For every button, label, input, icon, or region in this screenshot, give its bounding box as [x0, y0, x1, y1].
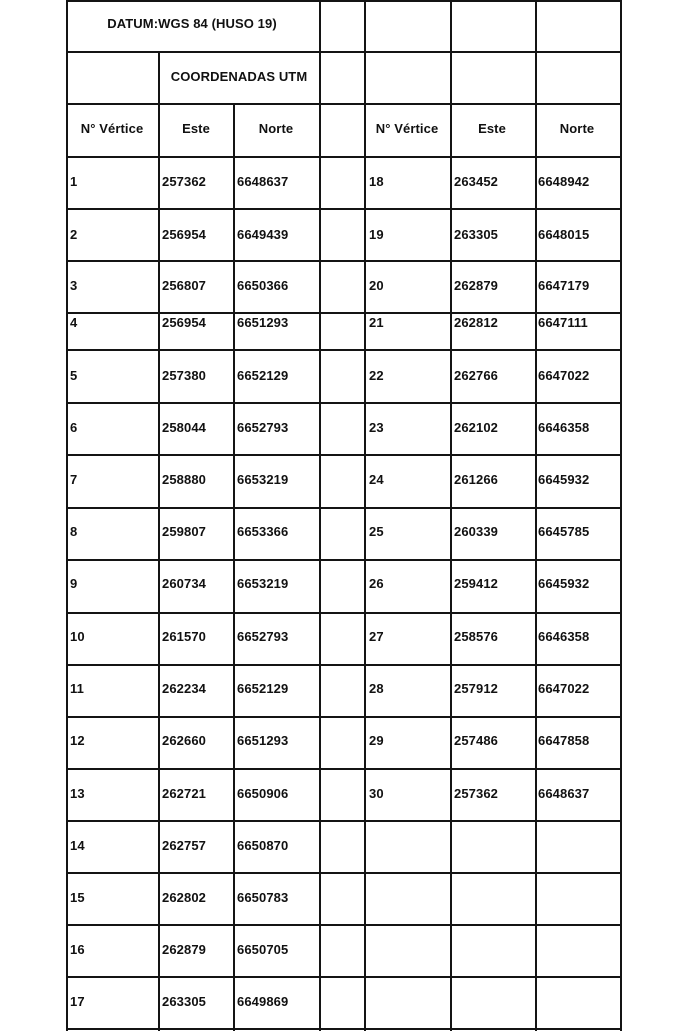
- table-cell-este: 258576: [454, 629, 498, 644]
- table-cell-este: 257362: [162, 174, 206, 189]
- column-header-left-vertice: N° Vértice: [80, 121, 144, 136]
- grid-line-horizontal: [66, 1028, 622, 1030]
- table-cell-este: 257486: [454, 733, 498, 748]
- table-cell-norte: 6653366: [237, 524, 289, 539]
- table-cell-este: 262721: [162, 786, 206, 801]
- table-cell-vertice: 9: [70, 576, 78, 591]
- grid-line-vertical: [233, 104, 235, 1031]
- table-cell-vertice: 4: [70, 315, 78, 330]
- grid-line-horizontal: [66, 612, 622, 614]
- table-cell-este: 261266: [454, 472, 498, 487]
- grid-line-vertical: [158, 52, 160, 1031]
- table-cell-vertice: 13: [70, 786, 85, 801]
- grid-line-horizontal: [66, 51, 622, 53]
- table-cell-este: 263305: [162, 994, 206, 1009]
- column-header-right-este: Este: [478, 121, 506, 136]
- table-cell-norte: 6649439: [237, 227, 289, 242]
- table-cell-este: 257912: [454, 681, 498, 696]
- table-cell-este: 259807: [162, 524, 206, 539]
- table-cell-norte: 6647858: [538, 733, 590, 748]
- grid-line-horizontal: [66, 664, 622, 666]
- table-cell-este: 263305: [454, 227, 498, 242]
- table-cell-vertice: 7: [70, 472, 78, 487]
- table-cell-norte: 6652793: [237, 420, 289, 435]
- table-cell-este: 259412: [454, 576, 498, 591]
- table-cell-vertice: 25: [369, 524, 384, 539]
- table-cell-norte: 6653219: [237, 576, 289, 591]
- table-cell-norte: 6648942: [538, 174, 590, 189]
- table-cell-vertice: 16: [70, 942, 85, 957]
- table-cell-vertice: 8: [70, 524, 78, 539]
- grid-line-vertical: [319, 0, 321, 1031]
- table-cell-norte: 6652793: [237, 629, 289, 644]
- grid-line-horizontal: [66, 820, 622, 822]
- table-cell-este: 257362: [454, 786, 498, 801]
- table-cell-este: 262766: [454, 368, 498, 383]
- column-header-right-norte: Norte: [559, 121, 595, 136]
- grid-line-vertical: [620, 0, 622, 1031]
- grid-line-vertical: [364, 0, 366, 1031]
- grid-line-horizontal: [66, 872, 622, 874]
- table-cell-este: 262234: [162, 681, 206, 696]
- table-cell-norte: 6647022: [538, 368, 590, 383]
- table-cell-este: 262812: [454, 315, 498, 330]
- table-cell-norte: 6650366: [237, 278, 289, 293]
- datum-title: DATUM:WGS 84 (HUSO 19): [107, 16, 277, 31]
- table-cell-este: 257380: [162, 368, 206, 383]
- table-cell-norte: 6645932: [538, 472, 590, 487]
- table-cell-este: 256807: [162, 278, 206, 293]
- table-cell-norte: 6648637: [538, 786, 590, 801]
- table-cell-vertice: 26: [369, 576, 384, 591]
- table-cell-norte: 6647022: [538, 681, 590, 696]
- table-cell-vertice: 30: [369, 786, 384, 801]
- table-cell-vertice: 28: [369, 681, 384, 696]
- table-cell-este: 263452: [454, 174, 498, 189]
- table-cell-vertice: 11: [70, 681, 84, 696]
- table-cell-este: 258880: [162, 472, 206, 487]
- table-cell-este: 262879: [162, 942, 206, 957]
- table-cell-norte: 6650783: [237, 890, 289, 905]
- grid-line-horizontal: [66, 559, 622, 561]
- table-cell-este: 260339: [454, 524, 498, 539]
- table-cell-norte: 6648015: [538, 227, 590, 242]
- table-cell-norte: 6646358: [538, 420, 590, 435]
- table-cell-norte: 6653219: [237, 472, 289, 487]
- table-cell-este: 262879: [454, 278, 498, 293]
- table-cell-norte: 6646358: [538, 629, 590, 644]
- table-cell-vertice: 12: [70, 733, 85, 748]
- table-cell-este: 262802: [162, 890, 206, 905]
- grid-line-horizontal: [66, 0, 622, 2]
- table-cell-este: 262757: [162, 838, 206, 853]
- grid-line-horizontal: [66, 103, 622, 105]
- table-cell-vertice: 2: [70, 227, 78, 242]
- table-cell-norte: 6648637: [237, 174, 289, 189]
- table-cell-este: 262102: [454, 420, 498, 435]
- grid-line-horizontal: [66, 402, 622, 404]
- grid-line-vertical: [450, 0, 452, 1031]
- coordinates-label: COORDENADAS UTM: [170, 69, 308, 84]
- table-cell-vertice: 21: [369, 315, 384, 330]
- table-cell-norte: 6647179: [538, 278, 590, 293]
- table-cell-este: 258044: [162, 420, 206, 435]
- grid-line-horizontal: [66, 208, 622, 210]
- table-cell-norte: 6652129: [237, 368, 289, 383]
- table-cell-norte: 6645932: [538, 576, 590, 591]
- table-cell-vertice: 10: [70, 629, 85, 644]
- grid-line-horizontal: [66, 768, 622, 770]
- table-cell-vertice: 19: [369, 227, 384, 242]
- table-cell-este: 262660: [162, 733, 206, 748]
- table-cell-vertice: 14: [70, 838, 85, 853]
- table-cell-vertice: 24: [369, 472, 384, 487]
- table-cell-este: 256954: [162, 227, 206, 242]
- grid-line-horizontal: [66, 312, 622, 314]
- table-cell-este: 256954: [162, 315, 206, 330]
- table-cell-vertice: 6: [70, 420, 78, 435]
- table-cell-norte: 6645785: [538, 524, 590, 539]
- grid-line-horizontal: [66, 260, 622, 262]
- column-header-left-norte: Norte: [258, 121, 294, 136]
- grid-line-vertical: [535, 0, 537, 1031]
- grid-line-horizontal: [66, 716, 622, 718]
- table-cell-norte: 6650906: [237, 786, 289, 801]
- grid-line-horizontal: [66, 976, 622, 978]
- table-cell-vertice: 18: [369, 174, 384, 189]
- grid-line-vertical: [66, 0, 68, 1031]
- grid-line-horizontal: [66, 454, 622, 456]
- grid-line-horizontal: [66, 507, 622, 509]
- table-cell-norte: 6651293: [237, 733, 289, 748]
- table-cell-norte: 6650705: [237, 942, 289, 957]
- table-cell-norte: 6651293: [237, 315, 289, 330]
- table-cell-vertice: 1: [70, 174, 78, 189]
- grid-line-horizontal: [66, 924, 622, 926]
- table-cell-norte: 6650870: [237, 838, 289, 853]
- table-cell-vertice: 17: [70, 994, 85, 1009]
- table-cell-vertice: 23: [369, 420, 384, 435]
- column-header-left-este: Este: [182, 121, 210, 136]
- table-cell-vertice: 22: [369, 368, 384, 383]
- grid-line-horizontal: [66, 349, 622, 351]
- column-header-right-vertice: N° Vértice: [375, 121, 439, 136]
- table-cell-vertice: 20: [369, 278, 384, 293]
- table-cell-norte: 6647111: [538, 315, 588, 330]
- table-cell-este: 260734: [162, 576, 206, 591]
- table-cell-vertice: 27: [369, 629, 384, 644]
- table-cell-vertice: 15: [70, 890, 85, 905]
- table-cell-norte: 6649869: [237, 994, 289, 1009]
- table-cell-vertice: 3: [70, 278, 78, 293]
- grid-line-horizontal: [66, 156, 622, 158]
- table-cell-vertice: 5: [70, 368, 78, 383]
- table-cell-norte: 6652129: [237, 681, 289, 696]
- table-cell-vertice: 29: [369, 733, 384, 748]
- table-cell-este: 261570: [162, 629, 206, 644]
